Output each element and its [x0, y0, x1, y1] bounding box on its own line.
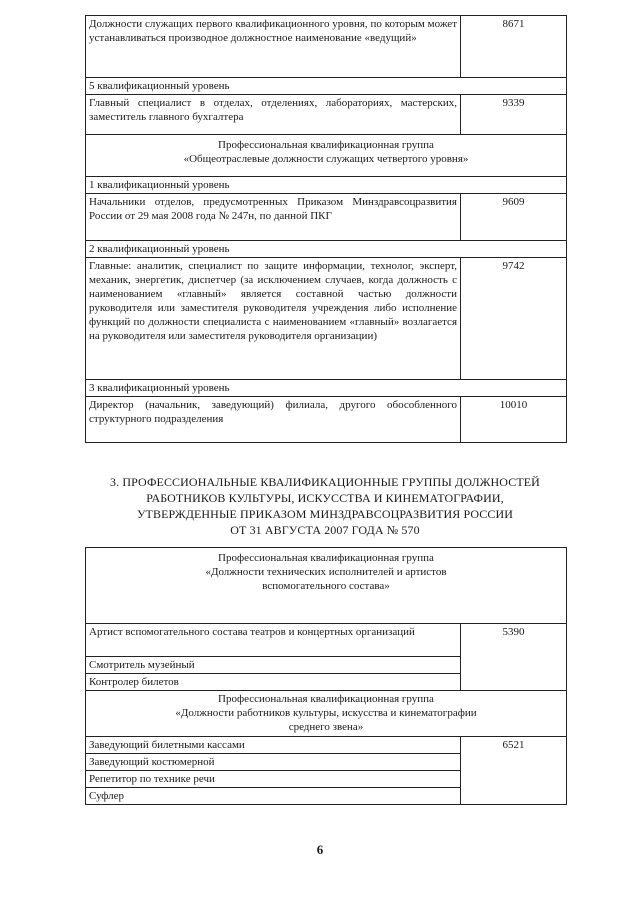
group-title-line: вспомогательного состава» — [262, 580, 390, 592]
position-cell: Контролер билетов — [86, 674, 461, 691]
table-row — [86, 16, 567, 78]
qualification-level: 2 квалификационный уровень — [86, 241, 567, 258]
group-row — [86, 135, 567, 177]
salary-value: 10010 — [461, 397, 567, 443]
position-cell: Главный специалист в отделах, отделениях, лабораториях, мастерских, заместитель главного бухгалтера — [86, 95, 461, 135]
position-cell: Суфлер — [86, 788, 461, 805]
salary-value: 9742 — [461, 258, 567, 380]
table-row — [86, 737, 567, 754]
group-title-line: «Должности технических исполнителей и артистов — [205, 566, 447, 578]
heading-line: УТВЕРЖДЕННЫЕ ПРИКАЗОМ МИНЗДРАВСОЦРАЗВИТИЯ РОССИИ — [136, 507, 514, 521]
position-cell: Начальники отделов, предусмотренных Приказом Минздравсоцразвития России от 29 мая 2008 года № 247н, по данной ПКГ — [86, 194, 461, 241]
salary-value: 9339 — [461, 95, 567, 135]
position-cell: Смотритель музейный — [86, 657, 461, 674]
page-number: 6 — [316, 842, 324, 857]
qualification-level: 3 квалификационный уровень — [86, 380, 567, 397]
position-cell: Главные: аналитик, специалист по защите информации, технолог, эксперт, механик, энергетик, диспетчер (за исключением случаев, когда должность с наименованием «главный» является составной частью должности руководителя или заместителя руководителя учреждения либо исполнение функций по должности специалиста с наименованием «главный» возлагается на руководителя или заместителя руководителя организации) — [86, 258, 461, 380]
level-row — [86, 380, 567, 397]
qualification-group-title — [86, 135, 567, 177]
level-row — [86, 177, 567, 194]
qualification-level: 5 квалификационный уровень — [86, 78, 567, 95]
heading-line: 3. ПРОФЕССИОНАЛЬНЫЕ КВАЛИФИКАЦИОННЫЕ ГРУППЫ ДОЛЖНОСТЕЙ — [110, 475, 540, 489]
group-title-line: Профессиональная квалификационная группа — [218, 693, 434, 705]
table-row — [86, 624, 567, 657]
section-heading — [85, 474, 565, 538]
qualification-group-title — [86, 691, 567, 737]
group-title-line: Профессиональная квалификационная группа — [218, 139, 434, 151]
position-cell: Заведующий костюмерной — [86, 754, 461, 771]
position-cell: Директор (начальник, заведующий) филиала, другого обособленного структурного подразделения — [86, 397, 461, 443]
group-title-line: среднего звена» — [288, 721, 364, 733]
position-cell: Должности служащих первого квалификационного уровня, по которым может устанавливаться производное должностное наименование «ведущий» — [86, 16, 461, 78]
table-row — [86, 194, 567, 241]
group-title-line: «Общеотраслевые должности служащих четвертого уровня» — [183, 153, 469, 165]
salary-table-top — [85, 15, 567, 443]
heading-line: ОТ 31 АВГУСТА 2007 ГОДА № 570 — [230, 523, 420, 537]
qualification-group-title — [86, 548, 567, 624]
table-row — [86, 258, 567, 380]
salary-table-bottom — [85, 547, 567, 805]
table-row — [86, 397, 567, 443]
level-row — [86, 78, 567, 95]
heading-line: РАБОТНИКОВ КУЛЬТУРЫ, ИСКУССТВА И КИНЕМАТОГРАФИИ, — [146, 491, 504, 505]
level-row — [86, 241, 567, 258]
table-row — [86, 95, 567, 135]
salary-value: 6521 — [461, 737, 567, 805]
salary-value: 5390 — [461, 624, 567, 691]
qualification-level: 1 квалификационный уровень — [86, 177, 567, 194]
group-title-line: Профессиональная квалификационная группа — [218, 552, 434, 564]
position-cell: Артист вспомогательного состава театров и концертных организаций — [86, 624, 461, 657]
position-cell: Репетитор по технике речи — [86, 771, 461, 788]
salary-value: 8671 — [461, 16, 567, 78]
group-row — [86, 548, 567, 624]
group-row — [86, 691, 567, 737]
position-cell: Заведующий билетными кассами — [86, 737, 461, 754]
salary-value: 9609 — [461, 194, 567, 241]
group-title-line: «Должности работников культуры, искусства и кинематографии — [175, 707, 477, 719]
